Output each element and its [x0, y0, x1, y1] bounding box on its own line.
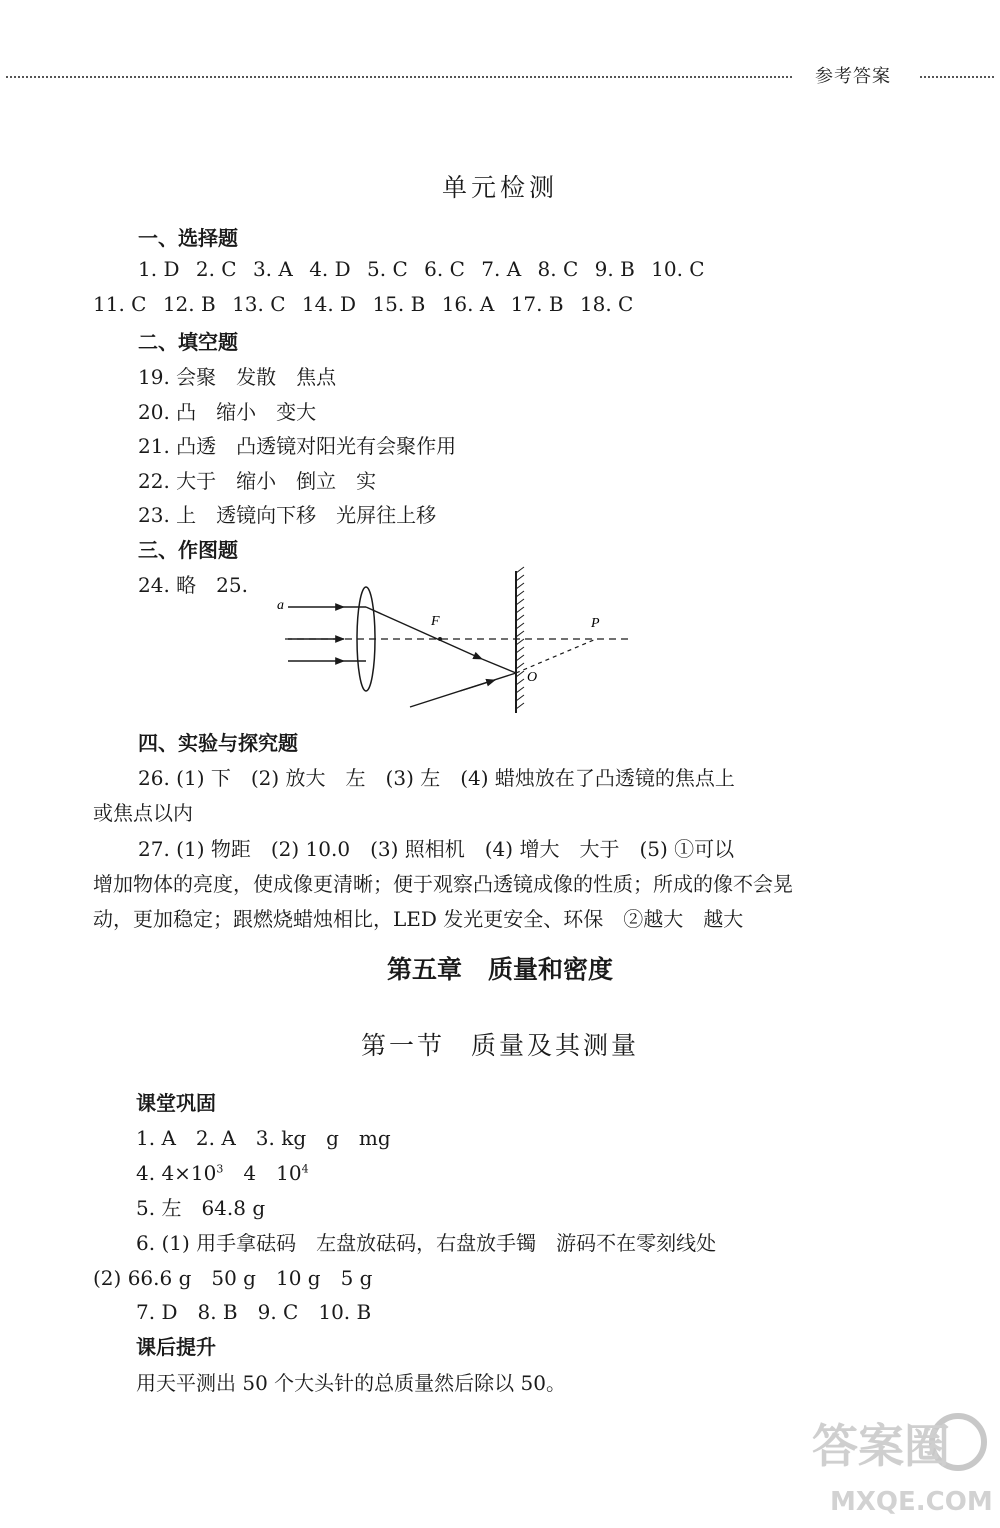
- answer-24-25: 24. 略 25.: [138, 573, 248, 597]
- answer-item: 3. A: [252, 257, 293, 281]
- answer-item: 7. A: [481, 257, 522, 281]
- answer-item: 11. C: [93, 292, 147, 316]
- answer-26-line-2: 或焦点以内: [93, 801, 193, 825]
- mirror-hatching: [516, 567, 524, 709]
- answer-27-line-1: 27. (1) 物距 (2) 10.0 (3) 照相机 (4) 增大 大于 (5) ①可以: [138, 837, 735, 861]
- answer-21: 21. 凸透 凸透镜对阳光有会聚作用: [138, 434, 457, 458]
- header-dotted-rule: [6, 76, 792, 78]
- page-header: [0, 62, 1000, 92]
- answer-19: 19. 会聚 发散 焦点: [138, 365, 337, 389]
- label-a: a: [277, 598, 284, 613]
- lens-mirror-diagram: [270, 565, 635, 715]
- after-class-title: 课后提升: [136, 1335, 216, 1359]
- section-fill-title: 二、填空题: [138, 330, 238, 354]
- answer-item: 5. C: [367, 257, 408, 281]
- class-consolidation-title: 课堂巩固: [136, 1091, 216, 1115]
- answer-26-line-1: 26. (1) 下 (2) 放大 左 (3) 左 (4) 蜡烛放在了凸透镜的焦点上: [138, 766, 735, 790]
- answer-item: 10. C: [651, 257, 705, 281]
- label-O: O: [527, 670, 538, 685]
- section-name: 质量及其测量: [471, 1031, 640, 1060]
- answer-27-line-2: 增加物体的亮度，使成像更清晰；便于观察凸透镜成像的性质；所成的像不会晃: [93, 872, 793, 896]
- answer-item: 8. C: [537, 257, 579, 281]
- focal-point-dot: [438, 637, 442, 641]
- answer-22: 22. 大于 缩小 倒立 实: [138, 469, 377, 493]
- label-P: P: [591, 616, 600, 631]
- unit-test-title: 单元检测: [441, 173, 558, 202]
- answer-27-line-3: 动，更加稳定；跟燃烧蜡烛相比，LED 发光更安全、环保 ②越大 越大: [93, 907, 744, 931]
- answer-item: 14. D: [301, 292, 357, 316]
- exponent-2: 4: [301, 1162, 309, 1176]
- exp-part-2: 4 10: [223, 1161, 302, 1185]
- consolidation-line-6: 7. D 8. B 9. C 10. B: [136, 1300, 372, 1324]
- answer-item: 13. C: [232, 292, 286, 316]
- refracted-ray: [366, 607, 482, 659]
- exp-part-1: 4. 4×10: [136, 1161, 217, 1185]
- answer-item: 2. C: [195, 257, 237, 281]
- answer-item: 17. B: [510, 292, 564, 316]
- choice-answers-row-2: [93, 292, 633, 316]
- section-prefix: 第一节: [360, 1031, 445, 1060]
- choice-answers-row-1: [138, 257, 705, 281]
- section-experiment-title: 四、实验与探究题: [138, 731, 298, 755]
- answer-item: 1. D: [138, 257, 180, 281]
- answer-item: 16. A: [441, 292, 495, 316]
- watermark-logo: [808, 1410, 993, 1520]
- consolidation-line-2: [136, 1157, 309, 1186]
- answer-23: 23. 上 透镜向下移 光屏往上移: [138, 503, 437, 527]
- section-title: [0, 1026, 1000, 1062]
- after-class-line-1: 用天平测出 50 个大头针的总质量然后除以 50。: [136, 1371, 566, 1395]
- virtual-ray-extension: [516, 639, 596, 673]
- header-dotted-rule-right: [920, 76, 994, 78]
- header-label: 参考答案: [815, 66, 891, 87]
- answer-20: 20. 凸 缩小 变大: [138, 400, 317, 424]
- answer-item: 12. B: [162, 292, 216, 316]
- consolidation-line-3: 5. 左 64.8 g: [136, 1196, 266, 1220]
- chapter-title: [0, 950, 1000, 986]
- consolidation-line-5: (2) 66.6 g 50 g 10 g 5 g: [93, 1266, 373, 1290]
- consolidation-line-4: 6. (1) 用手拿砝码 左盘放砝码，右盘放手镯 游码不在零刻线处: [136, 1231, 717, 1255]
- answer-item: 6. C: [424, 257, 465, 281]
- answer-item: 4. D: [309, 257, 351, 281]
- watermark-text: 答案圈: [812, 1419, 950, 1473]
- answer-item: 15. B: [372, 292, 426, 316]
- watermark-url: MXQE.COM: [830, 1487, 993, 1517]
- section-choice-title: 一、选择题: [138, 226, 238, 250]
- section-drawing-title: 三、作图题: [138, 538, 238, 562]
- answer-item: 18. C: [579, 292, 634, 316]
- consolidation-line-1: 1. A 2. A 3. kg g mg: [136, 1126, 391, 1150]
- label-F: F: [431, 614, 440, 629]
- exponent-1: 3: [216, 1162, 224, 1176]
- chapter-prefix: 第五章: [386, 955, 462, 984]
- chapter-name: 质量和密度: [488, 955, 614, 984]
- answer-item: 9. B: [594, 257, 635, 281]
